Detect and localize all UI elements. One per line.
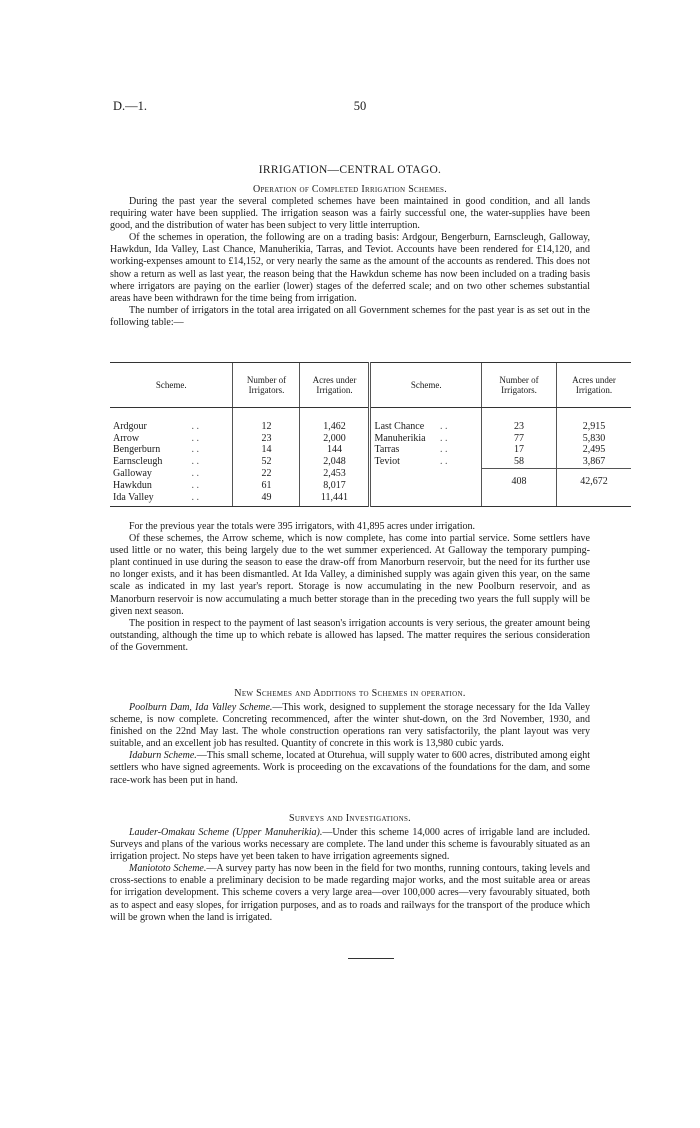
table-row <box>110 408 631 433</box>
cell-empty <box>482 492 557 507</box>
paragraph <box>110 750 590 786</box>
cell-leader: . . <box>191 456 199 468</box>
irrigators-table <box>110 362 631 507</box>
section-surveys-text <box>110 827 590 924</box>
scheme-name: Poolburn Dam, Ida Valley Scheme. <box>129 702 273 713</box>
cell-leader: . . <box>188 492 233 507</box>
col-header-irrigators-2: Number of Irrigators. <box>482 363 557 408</box>
cell-acres: 2,915 <box>557 408 632 433</box>
cell-irrigators: 12 <box>233 408 300 433</box>
section-heading-new-schemes: New Schemes and Additions to Schemes in operation. <box>234 688 466 699</box>
cell-irrigators: 23 <box>482 408 557 433</box>
cell-scheme: Ida Valley <box>110 492 188 507</box>
table-row <box>110 468 631 480</box>
table-row <box>110 444 631 456</box>
cell-scheme: Galloway <box>113 468 152 480</box>
section-operation-text <box>110 196 590 329</box>
paragraph <box>110 827 590 863</box>
cell-acres: 2,000 <box>300 433 370 445</box>
cell-irrigators: 52 <box>233 456 300 468</box>
cell-acres: 1,462 <box>300 408 370 433</box>
cell-irrigators: 77 <box>482 433 557 445</box>
cell-leader: . . <box>440 444 448 456</box>
cell-irrigators: 14 <box>233 444 300 456</box>
cell-acres: 144 <box>300 444 370 456</box>
paragraph-text: —A survey party has now been in the field for two months, running contours, taking levels and cross-sections to enable a preliminary decision to be made regarding major works, and the most suitable area or areas for irrigation development. This scheme covers a very large area—over 100,000 acres—very favourably situated, both as to aspect and easy slopes, for irrigation purposes, and as to roads and railways for the transport of the produce which will be grown when the land is irrigated. <box>110 863 591 923</box>
paragraph: Of these schemes, the Arrow scheme, which is now complete, has come into partial service. Some settlers have used little or no water, this being largely due to the wet summer experienced. At Galloway the temporary pumping-plant continued in use during the season to ease the draw-off from Manorburn reservoir, but the need for its further use no longer exists, and it has been dismantled. At Ida Valley, a diminished supply was again given this year, on the same scale as indicated in my last year's report. Storage is now accumulating in the new Poolburn reservoir, and as Manorburn reservoir is now accumulating a much better storage than in the preceding two years the full supply will be given next season. <box>110 533 590 617</box>
page-number: 50 <box>353 99 367 113</box>
table-row <box>110 456 631 468</box>
cell-acres: 2,453 <box>300 468 370 480</box>
cell-empty <box>557 492 632 507</box>
cell-scheme: Manuherikia <box>370 433 437 445</box>
cell-scheme: Hawkdun <box>113 480 152 492</box>
cell-leader: . . <box>440 421 448 432</box>
paragraph: For the previous year the totals were 395 irrigators, with 41,895 acres under irrigation. <box>129 521 476 532</box>
cell-empty <box>370 492 437 507</box>
cell-leader: . . <box>191 432 199 444</box>
page-title: IRRIGATION—CENTRAL OTAGO. <box>258 164 442 176</box>
section-heading-operation: Operation of Completed Irrigation Schemes. <box>252 184 448 195</box>
cell-acres: 2,048 <box>300 456 370 468</box>
col-header-irrigators: Number of Irrigators. <box>233 363 300 408</box>
cell-empty <box>437 468 482 480</box>
cell-leader: . . <box>191 480 199 492</box>
cell-scheme: Arrow <box>113 432 140 444</box>
cell-leader: . . <box>191 421 199 432</box>
cell-scheme: Earnscleugh <box>113 456 163 468</box>
cell-irrigators: 17 <box>482 444 557 456</box>
cell-scheme: Bengerburn <box>113 444 161 456</box>
cell-irrigators: 61 <box>233 480 300 492</box>
cell-acres: 2,495 <box>557 444 632 456</box>
cell-acres: 5,830 <box>557 433 632 445</box>
cell-irrigators: 22 <box>233 468 300 480</box>
paragraph <box>110 863 590 923</box>
cell-empty <box>370 480 437 492</box>
table-row <box>110 433 631 445</box>
paragraph: The number of irrigators in the total area irrigated on all Government schemes for the past year is as set out in the following table:— <box>110 304 590 328</box>
closing-rule <box>348 958 394 959</box>
section-operation-text-continued <box>110 521 590 654</box>
paragraph-text: —Under this scheme 14,000 acres of irrigable land are included. Surveys and plans of the various works necessary are complete. The land under this scheme is favourably situated as an irrigation project. No steps have yet been taken to have irrigation agreements signed. <box>110 827 590 863</box>
cell-irrigators: 49 <box>233 492 300 507</box>
cell-acres: 11,441 <box>300 492 370 507</box>
paragraph <box>110 702 590 750</box>
cell-empty <box>370 468 437 480</box>
paragraph-text: —This work, designed to supplement the storage necessary for the Ida Valley scheme, is now complete. Concreting recommenced, after the winter shut-down, on the 3rd November, 1930, and finished on the 22nd May last. The whole construction operations ran very satisfactorily, the plant layout was very suitable, and an excellent job has resulted. Quantity of concrete in this work is 13,980 cubic yards. <box>110 702 590 750</box>
col-header-scheme-2: Scheme. <box>370 363 482 408</box>
paragraph: The position in respect to the payment of last season's irrigation accounts is very serious, the greater amount being outstanding, although the time up to which rebate is allowed has lapsed. The matter requires the serious consideration of the Government. <box>110 617 590 653</box>
cell-acres: 8,017 <box>300 480 370 492</box>
cell-scheme: Last Chance <box>370 408 437 433</box>
cell-scheme: Teviot <box>370 456 437 468</box>
cell-scheme: Ardgour <box>113 421 147 432</box>
cell-leader: . . <box>191 468 199 480</box>
total-acres: 42,672 <box>557 468 632 491</box>
scheme-name: Idaburn Scheme. <box>129 750 197 762</box>
cell-empty <box>437 480 482 492</box>
paragraph: Of the schemes in operation, the following are on a trading basis: Ardgour, Bengerburn, Earnscleugh, Galloway, Hawkdun, Ida Valley, Last Chance, Manuherikia, Tarras, and Teviot. Accounts have been rendered for £14,120, and working-expenses amount to £14,152, or very nearly the same as the amount of the accounts as rendered. This does not show a return as well as last year, the reason being that the Hawkdun scheme has now been included on a trading basis where irrigators are paying on the earlier (lower) stages of the deferred scale; and on two other schemes substantial areas have been withdrawn for the time being from irrigation. <box>110 232 590 304</box>
cell-irrigators: 23 <box>233 433 300 445</box>
table-row <box>110 492 631 507</box>
cell-leader: . . <box>191 444 199 456</box>
cell-leader: . . <box>440 432 448 444</box>
paragraph: During the past year the several completed schemes have been maintained in good condition, and all lands requiring water have been supplied. The irrigation season was a fairly successful one, the water-supplies have been good, and the distribution of water has been subject to very little interruption. <box>110 196 590 232</box>
section-heading-surveys: Surveys and Investigations. <box>289 813 411 824</box>
section-new-schemes-text <box>110 702 590 787</box>
cell-acres: 3,867 <box>557 456 632 468</box>
col-header-acres: Acres under Irrigation. <box>300 363 370 408</box>
table-header-row <box>110 363 631 408</box>
cell-leader: . . <box>440 456 448 468</box>
cell-empty <box>437 492 482 507</box>
paragraph-text: —This small scheme, located at Oturehua, will supply water to 600 acres, distributed among eight settlers who have signed agreements. Work is proceeding on the excavations of the foundations for the dam, and some race-work has been put in hand. <box>110 750 590 786</box>
cell-scheme: Tarras <box>370 444 437 456</box>
col-header-acres-2: Acres under Irrigation. <box>557 363 632 408</box>
cell-irrigators: 58 <box>482 456 557 468</box>
col-header-scheme: Scheme. <box>110 363 233 408</box>
scheme-name: Lauder-Omakau Scheme (Upper Manuherikia). <box>129 827 323 838</box>
document-reference: D.—1. <box>113 99 148 113</box>
scheme-name: Maniototo Scheme. <box>129 863 207 875</box>
total-irrigators: 408 <box>482 468 557 491</box>
